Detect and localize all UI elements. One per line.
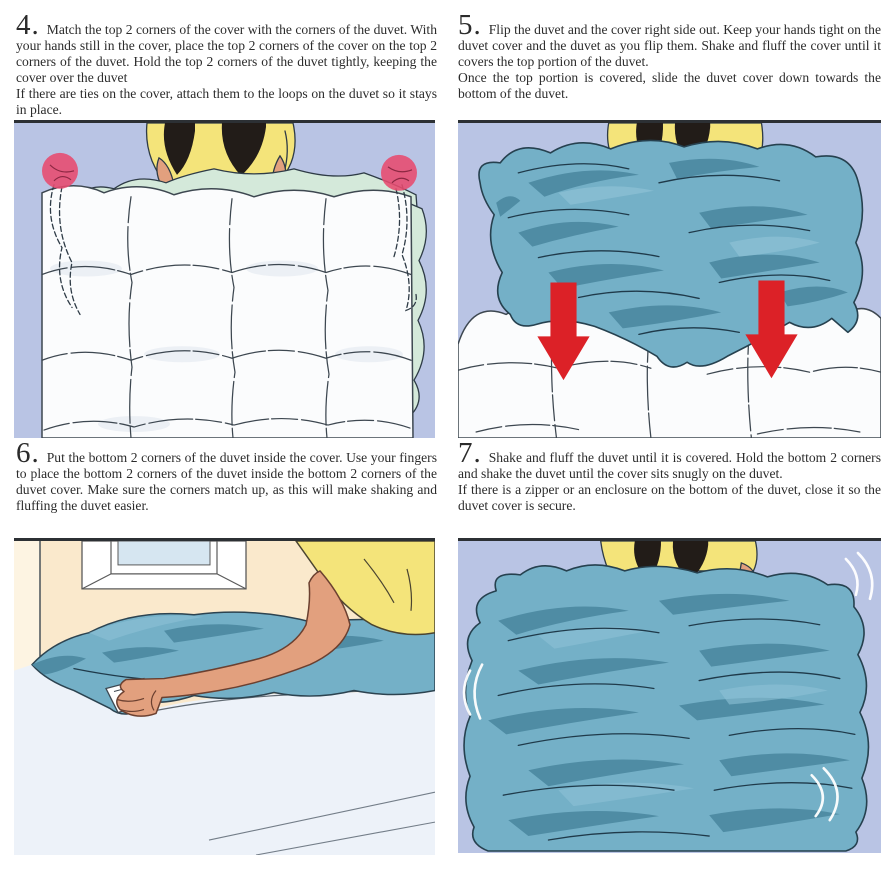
step-5-number: 5. — [458, 9, 482, 41]
step-5-illustration — [458, 120, 881, 438]
step-7-instructions: Shake and fluff the duvet until it is covered. Hold the bottom 2 corners and shake the duvet until the cover sits snugly on the duvet. — [458, 450, 881, 481]
corner-highlight-right — [381, 155, 417, 191]
step-6-instructions: Put the bottom 2 corners of the duvet inside the cover. Use your fingers to place the bottom 2 corners of the duvet inside the bottom 2 corners of the duvet cover. Make sure the corners match up, as this will make shaking and fluffing the duvet easier. — [16, 450, 437, 513]
step-6-text — [16, 437, 437, 514]
step-6-number: 6. — [16, 437, 40, 469]
step-7-text — [458, 437, 881, 482]
step-6-section — [16, 437, 437, 514]
step-4-number: 4. — [16, 9, 40, 41]
step-5-note: Once the top portion is covered, slide the duvet cover down towards the bottom of the duvet. — [458, 69, 881, 101]
step-7-illustration — [458, 538, 881, 853]
step-7-drawing — [458, 541, 881, 853]
window — [82, 541, 246, 589]
step-6-illustration — [14, 538, 435, 855]
step-5-instructions: Flip the duvet and the cover right side out. Keep your hands tight on the duvet cover and the duvet as you flip them. Shake and fluff the cover until it covers the top portion of the duvet. — [458, 22, 881, 69]
step-5-section — [458, 9, 881, 102]
step-7-number: 7. — [458, 437, 482, 469]
step-7-section — [458, 437, 881, 514]
side-wall — [14, 541, 40, 676]
quilted-duvet — [42, 186, 413, 438]
window-glass — [118, 541, 210, 565]
step-4-note: If there are ties on the cover, attach them to the loops on the duvet so it stays in place. — [16, 85, 437, 117]
duvet-cover — [464, 565, 868, 851]
step-7-note: If there is a zipper or an enclosure on the bottom of the duvet, close it so the duvet cover is secure. — [458, 481, 881, 513]
step-4-text — [16, 9, 437, 86]
step-4-illustration — [14, 120, 435, 438]
step-5-drawing — [458, 123, 881, 438]
step-4-instructions: Match the top 2 corners of the cover with the corners of the duvet. With your hands still in the cover, place the top 2 corners of the cover on the top 2 corners of the duvet. Hold the top 2 corners of the duvet tightly, keeping the cover over the duvet — [16, 22, 437, 85]
step-4-section — [16, 9, 437, 117]
step-5-text — [458, 9, 881, 70]
step-6-drawing — [14, 541, 435, 855]
step-4-drawing — [14, 123, 435, 438]
